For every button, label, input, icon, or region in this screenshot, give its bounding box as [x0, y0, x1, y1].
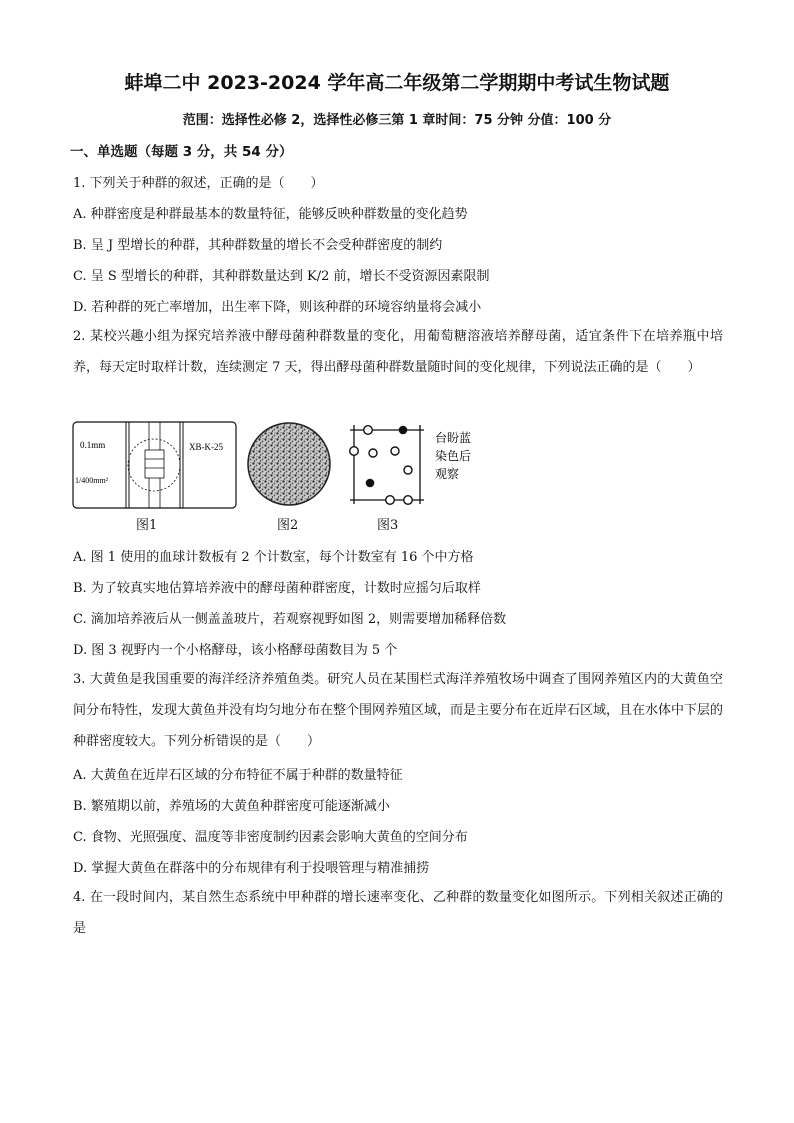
fig1-hemocytometer [73, 422, 236, 508]
exam-subtitle: 范围：选择性必修 2，选择性必修三第 1 章时间：75 分钟 分值：100 分 [182, 113, 612, 128]
section-heading: 一、单选题（每题 3 分，共 54 分） [70, 144, 293, 160]
fig3-note-line3: 观察 [435, 467, 460, 481]
fig1-label: 图1 [136, 518, 158, 533]
q2-option-c: C. 滴加培养液后从一侧盖盖玻片，若观察视野如图 2，则需要增加稀释倍数 [73, 612, 507, 627]
q2-option-b: B. 为了较真实地估算培养液中的酵母菌种群密度，计数时应摇匀后取样 [73, 581, 481, 596]
q4-stem: 4. 在一段时间内，某自然生态系统中甲种群的增长速率变化、乙种群的数量变化如图所示。下列相关叙述正确的是 [73, 890, 723, 936]
fig3-note-line1: 台盼蓝 [435, 431, 472, 445]
fig2-label: 图2 [277, 518, 299, 533]
fig3-counting-square [350, 425, 471, 504]
q3-option-a: A. 大黄鱼在近岸石区域的分布特征不属于种群的数量特征 [73, 768, 403, 783]
q2-figures [72, 420, 492, 535]
fig1-depth-text: 0.1mm [80, 440, 106, 450]
q3-stem: 3. 大黄鱼是我国重要的海洋经济养殖鱼类。研究人员在某围栏式海洋养殖牧场中调查了围网养殖区内的大黄鱼空间分布特性，发现大黄鱼并没有均匀地分布在整个围网养殖区域，而是主要分布在近岸石区域，且在水体中下层的种群密度较大。下列分析错误的是（ ） [73, 672, 724, 749]
q1-option-d: D. 若种群的死亡率增加，出生率下降，则该种群的环境容纳量将会减小 [73, 300, 482, 315]
q2-option-d: D. 图 3 视野内一个小格酵母，该小格酵母菌数目为 5 个 [73, 643, 398, 658]
q1-stem: 1. 下列关于种群的叙述，正确的是（ ） [73, 176, 324, 191]
fig3-note-line2: 染色后 [435, 449, 472, 463]
exam-title: 蚌埠二中 2023-2024 学年高二年级第二学期期中考试生物试题 [124, 72, 670, 94]
fig2-microscope-field [248, 423, 330, 505]
q1-option-b: B. 呈 J 型增长的种群，其种群数量的增长不会受种群密度的制约 [73, 238, 443, 253]
fig1-area-text: 1/400mm² [75, 476, 109, 485]
q2-option-a: A. 图 1 使用的血球计数板有 2 个计数室，每个计数室有 16 个中方格 [73, 550, 474, 565]
q3-option-b: B. 繁殖期以前，养殖场的大黄鱼种群密度可能逐渐减小 [73, 799, 390, 814]
fig1-model-text: XB-K-25 [189, 442, 223, 452]
fig3-label: 图3 [377, 518, 399, 533]
q1-option-c: C. 呈 S 型增长的种群，其种群数量达到 K/2 前，增长不受资源因素限制 [73, 269, 490, 284]
q3-option-d: D. 掌握大黄鱼在群落中的分布规律有利于投喂管理与精准捕捞 [73, 861, 430, 876]
q1-option-a: A. 种群密度是种群最基本的数量特征，能够反映种群数量的变化趋势 [73, 207, 468, 222]
q2-stem: 2. 某校兴趣小组为探究培养液中酵母菌种群数量的变化，用葡萄糖溶液培养酵母菌，适宜条件下在培养瓶中培养，每天定时取样计数，连续测定 7 天，得出酵母菌种群数量随时间的变化规律，下列说法正确的是（ ） [73, 329, 723, 375]
q3-option-c: C. 食物、光照强度、温度等非密度制约因素会影响大黄鱼的空间分布 [73, 830, 468, 845]
